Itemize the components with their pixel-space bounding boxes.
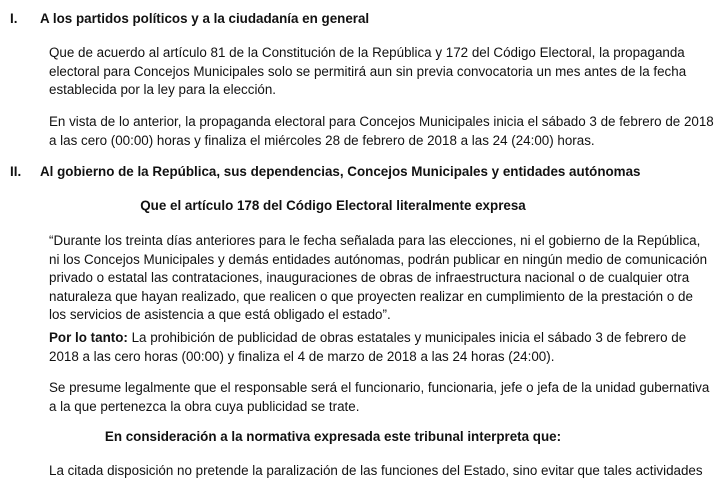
paragraph-line: electoral para Concejos Municipales solo se permitirá aun sin previa convocatoria un mes antes de la fecha bbox=[49, 63, 687, 79]
section-2-heading bbox=[10, 163, 641, 182]
paragraph-line: La citada disposición no pretende la paralización de las funciones del Estado, sino evitar que tales actividades bbox=[49, 463, 703, 478]
article-178-subtitle: Que el artículo 178 del Código Electoral literalmente expresa bbox=[140, 198, 526, 213]
section-1-title: A los partidos políticos y a la ciudadanía en general bbox=[40, 11, 370, 26]
therefore-text: La prohibición de publicidad de obras estatales y municipales inicia el sábado 3 de febrero de bbox=[127, 330, 687, 345]
quote-line: ni los Concejos Municipales y demás entidades autónomas, podrán publicar en ningún medio de comunicación bbox=[49, 251, 708, 267]
therefore-label: Por lo tanto: bbox=[49, 330, 128, 345]
therefore-line-2: 2018 a las cero horas (00:00) y finaliza el 4 de marzo de 2018 a las 24 horas (24:00). bbox=[49, 348, 555, 364]
section-2-title: Al gobierno de la República, sus dependencias, Concejos Municipales y entidades autónomas bbox=[40, 164, 641, 179]
therefore-line-1 bbox=[49, 329, 687, 348]
section-1-paragraph-2 bbox=[49, 113, 714, 150]
article-178-quote bbox=[49, 232, 708, 325]
paragraph-line: Que de acuerdo al artículo 81 de la Constitución de la República y 172 del Código Electoral, la propaganda bbox=[49, 45, 685, 60]
section-2-number: II. bbox=[10, 164, 22, 179]
paragraph-line: establecida por la ley para la elección. bbox=[49, 82, 277, 97]
section-1-number: I. bbox=[10, 11, 18, 26]
quote-line: “Durante los treinta días anteriores para le fecha señalada para las elecciones, ni el gobierno de la República, bbox=[49, 233, 701, 248]
cutoff-paragraph bbox=[49, 462, 703, 481]
presume-paragraph bbox=[49, 379, 710, 416]
section-1-heading bbox=[10, 10, 369, 29]
paragraph-line: a las cero (00:00) horas y finaliza el miércoles 28 de febrero de 2018 a las 24 (24:00) horas. bbox=[49, 132, 595, 148]
therefore-paragraph bbox=[49, 329, 687, 366]
paragraph-line: Se presume legalmente que el responsable será el funcionario, funcionaria, jefe o jefa de la unidad gubernativa bbox=[49, 380, 710, 395]
paragraph-line: En vista de lo anterior, la propaganda electoral para Concejos Municipales inicia el sábado 3 de febrero de 2018 bbox=[49, 114, 714, 129]
quote-line: privado o estatal las contrataciones, inauguraciones de obras de infraestructura nacional o de cualquier otra bbox=[49, 270, 690, 285]
consideration-title: En consideración a la normativa expresada este tribunal interpreta que: bbox=[104, 429, 562, 444]
paragraph-line: a la que pertenezca la obra cuya publicidad se trate. bbox=[49, 398, 360, 414]
section-1-paragraph-1 bbox=[49, 44, 687, 100]
quote-line: naturaleza que hayan realizado, que realicen o que proyecten realizar en cumplimiento de la prestación o de bbox=[49, 288, 693, 304]
quote-line: los servicios de asistencia a que está obligado el estado”. bbox=[49, 307, 391, 322]
